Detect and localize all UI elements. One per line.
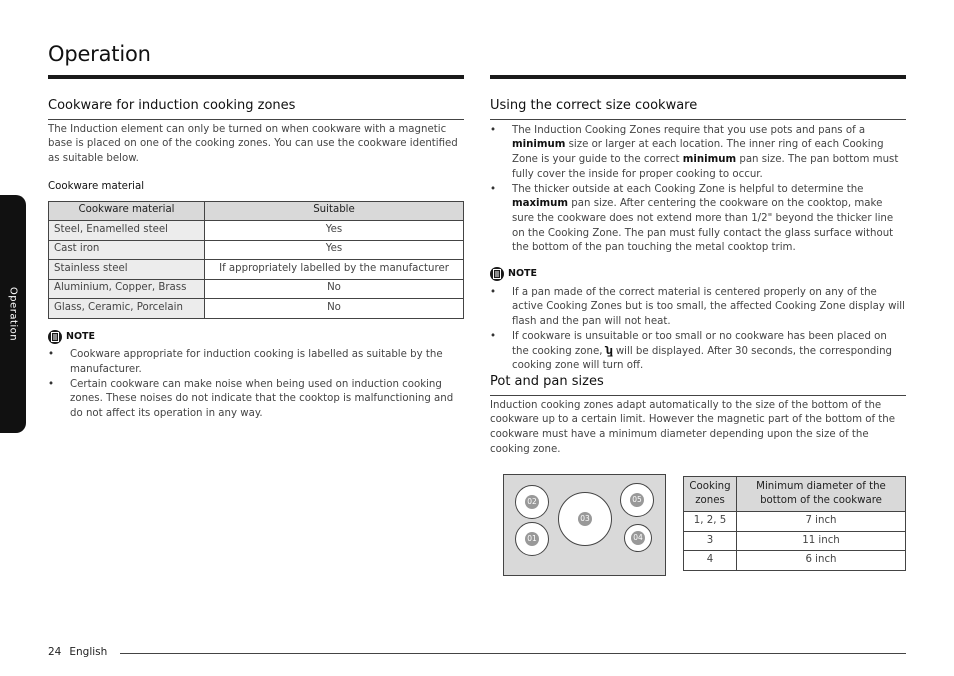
note-label: NOTE bbox=[66, 330, 95, 342]
list-item: • If a pan made of the correct material is centered properly on any of the active Cooking Zones but is too small, the affected Cooking Zone display will flash and the pan will not heat. bbox=[490, 286, 906, 330]
note-header bbox=[48, 330, 464, 345]
table-header: Minimum diameter of the bottom of the cookware bbox=[737, 477, 906, 512]
left-column bbox=[48, 98, 464, 422]
section-heading-pan-sizes: Pot and pan sizes bbox=[490, 374, 906, 396]
page-number: 24 bbox=[48, 646, 62, 658]
table-cell: No bbox=[205, 299, 464, 319]
cooking-zone bbox=[558, 492, 612, 546]
text-run: size or larger at each location. The inner ring of each Cooking Zone is your guide to the correct bbox=[512, 139, 884, 166]
table-cell: 11 inch bbox=[737, 531, 906, 551]
cookware-intro: The Induction element can only be turned on when cookware with a magnetic base is placed on one of the cooking zones. You can use the cookware identified as suitable below. bbox=[48, 123, 458, 165]
table-cell: 4 bbox=[684, 551, 737, 571]
text-run: will be displayed. After 30 seconds, the corresponding cooking zone will turn off. bbox=[512, 345, 893, 372]
text-run: pan size. After centering the cookware on the cooktop, make sure the cookware does not extend more than 1/2" beyond the thicker line on the Cooking Zone. The pan must fully contact the glass surface without the bottom of the pan touching the metal cooktop trim. bbox=[512, 198, 894, 254]
note-list bbox=[48, 348, 464, 422]
cooking-zone bbox=[620, 483, 654, 517]
table-cell: Aluminium, Copper, Brass bbox=[49, 279, 205, 299]
list-item: • Certain cookware can make noise when being used on induction cooking zones. These noises do not indicate that the cooktop is malfunctioning and do not affect its operation in any way. bbox=[48, 378, 464, 422]
note-list bbox=[490, 286, 906, 374]
right-column bbox=[490, 98, 906, 576]
table-header-row bbox=[49, 201, 464, 221]
table-row bbox=[49, 279, 464, 299]
footer-language: English bbox=[69, 646, 108, 658]
pan-intro: Induction cooking zones adapt automatically to the size of the bottom of the cookware up to a certain limit. However the magnetic part of the bottom of the cookware must have a minimum diameter depending upon the size of the cooking zone. bbox=[490, 399, 896, 455]
size-list bbox=[490, 124, 906, 256]
note-header bbox=[490, 267, 906, 282]
title-rule-left bbox=[48, 75, 464, 79]
table-row bbox=[684, 551, 906, 571]
table-cell: No bbox=[205, 279, 464, 299]
table-row bbox=[49, 260, 464, 280]
table-cell: 6 inch bbox=[737, 551, 906, 571]
zone-label: 03 bbox=[578, 512, 592, 526]
zone-label: 01 bbox=[525, 532, 539, 546]
text-run: The Induction Cooking Zones require that you use pots and pans of a bbox=[512, 124, 866, 136]
list-item: • Cookware appropriate for induction cooking is labelled as suitable by the manufacturer. bbox=[48, 348, 464, 377]
side-tab-label: Operation bbox=[7, 286, 19, 342]
list-item bbox=[490, 124, 906, 183]
zone-label: 02 bbox=[525, 495, 539, 509]
cookware-table bbox=[48, 201, 464, 319]
table-cell: 7 inch bbox=[737, 512, 906, 532]
table-row bbox=[49, 240, 464, 260]
table-cell: Cast iron bbox=[49, 240, 205, 260]
zone-label: 05 bbox=[630, 493, 644, 507]
table-header: Suitable bbox=[205, 201, 464, 221]
table-cell: Steel, Enamelled steel bbox=[49, 221, 205, 241]
table-cell: Glass, Ceramic, Porcelain bbox=[49, 299, 205, 319]
note-label: NOTE bbox=[508, 268, 537, 280]
table-row bbox=[684, 531, 906, 551]
table-cell: Stainless steel bbox=[49, 260, 205, 280]
u-symbol-icon: ʮ̲ bbox=[605, 345, 613, 357]
bold-text: minimum bbox=[682, 154, 737, 166]
list-item bbox=[490, 183, 906, 257]
title-rule-right bbox=[490, 75, 906, 79]
note-icon bbox=[48, 330, 62, 344]
table-row bbox=[49, 299, 464, 319]
list-item bbox=[490, 330, 906, 374]
side-tab bbox=[0, 195, 26, 433]
cooking-zone bbox=[515, 522, 549, 556]
section-heading-size: Using the correct size cookware bbox=[490, 98, 906, 120]
table-header: Cookware material bbox=[49, 201, 205, 221]
cooktop-diagram bbox=[503, 474, 666, 576]
pan-size-row bbox=[490, 467, 906, 576]
page-title: Operation bbox=[48, 42, 151, 66]
table-row bbox=[49, 221, 464, 241]
bold-text: minimum bbox=[512, 139, 566, 151]
bold-text: maximum bbox=[512, 198, 569, 210]
table-cell: 3 bbox=[684, 531, 737, 551]
text-run: If cookware is unsuitable or too small or no cookware has been placed on the cooking zone, bbox=[512, 330, 887, 357]
table-header-row bbox=[684, 477, 906, 512]
table-cell: 1, 2, 5 bbox=[684, 512, 737, 532]
table-cell: Yes bbox=[205, 221, 464, 241]
section-heading-cookware: Cookware for induction cooking zones bbox=[48, 98, 464, 120]
footer bbox=[48, 646, 107, 658]
table-row bbox=[684, 512, 906, 532]
cooking-zone bbox=[515, 485, 549, 519]
table-header: Cooking zones bbox=[684, 477, 737, 512]
text-run: pan size. The pan bottom must fully cover the inside for proper cooking to occur. bbox=[512, 154, 899, 180]
table-cell: If appropriately labelled by the manufacturer bbox=[205, 260, 464, 280]
zone-label: 04 bbox=[631, 531, 645, 545]
cooking-zone bbox=[624, 524, 652, 552]
table-cell: Yes bbox=[205, 240, 464, 260]
table-caption: Cookware material bbox=[48, 180, 145, 192]
note-icon bbox=[490, 267, 504, 281]
text-run: The thicker outside at each Cooking Zone is helpful to determine the bbox=[512, 183, 864, 195]
pan-size-table bbox=[683, 476, 906, 571]
footer-rule bbox=[120, 653, 906, 654]
